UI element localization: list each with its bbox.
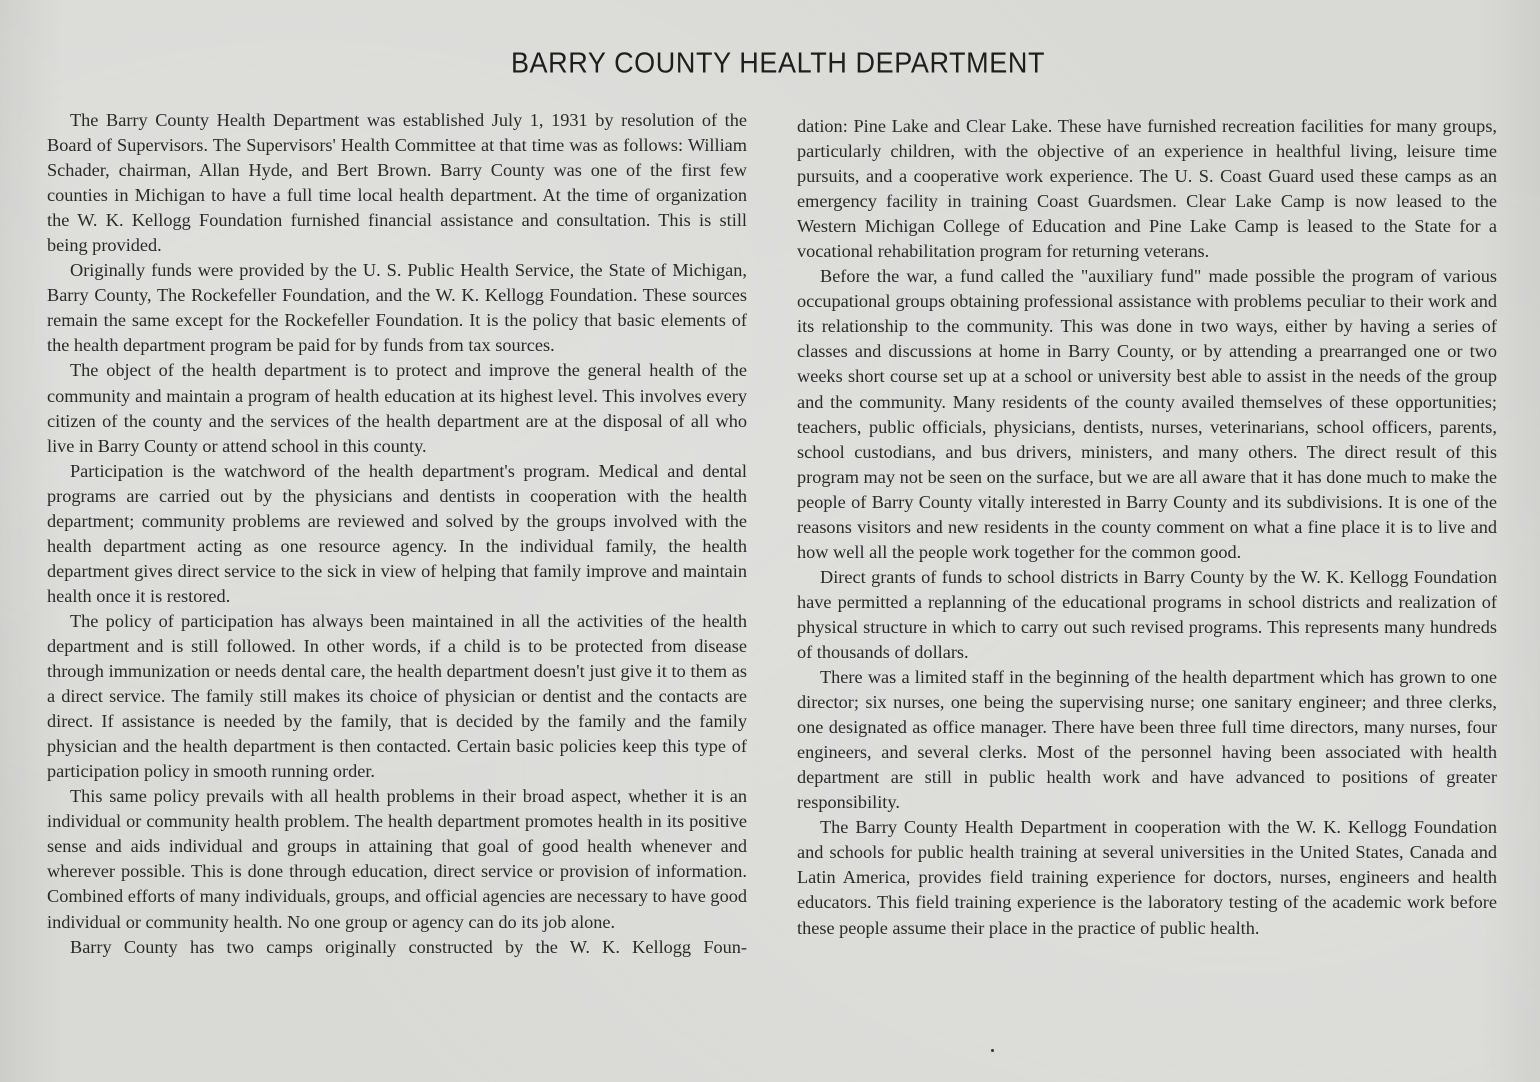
paragraph-camps-start: Barry County has two camps originally constructed by the W. K. Kellogg Foun- — [70, 936, 747, 957]
paragraph-field-training: The Barry County Health Department in cooperation with the W. K. Kellogg Foundation and schools for public health training at several universities in the United States, Canada and Latin America, provides field training experience for doctors, nurses, engineers and health educators. This field training experience is the laboratory testing of the academic work before these people assume their place in the practice of public health. — [797, 817, 1497, 938]
right-column — [797, 114, 1497, 941]
print-speck — [991, 1049, 994, 1052]
page-title: BARRY COUNTY HEALTH DEPARTMENT — [510, 47, 1046, 79]
paragraph-camps-continued: dation: Pine Lake and Clear Lake. These have furnished recreation facilities for many groups, particularly children, with the objective of an experience in healthful living, leisure time pursuits, and a cooperative work experience. The U. S. Coast Guard used these camps as an emergency facility in training Coast Guardsmen. Clear Lake Camp is now leased to the Western Michigan College of Education and Pine Lake Camp is leased to the State for a vocational rehabilitation program for returning veterans. — [797, 116, 1497, 262]
paragraph-establishment: The Barry County Health Department was established July 1, 1931 by resolution of the Board of Supervisors. The Supervisors' Health Committee at that time was as follows: William Schader, chairman, Allan Hyde, and Bert Brown. Barry County was one of the first few counties in Michigan to have a full time local health department. At the time of organization the W. K. Kellogg Foundation furnished financial assistance and consultation. This is still being provided. — [47, 110, 747, 256]
paragraph-staff: There was a limited staff in the beginning of the health department which has grown to one director; six nurses, one being the supervising nurse; one sanitary engineer; and three clerks, one designated as office manager. There have been three full time directors, many nurses, four engineers, and several clerks. Most of the personnel having been associated with health department are still in public health work and have advanced to positions of greater responsibility. — [797, 667, 1497, 813]
paragraph-funding: Originally funds were provided by the U. S. Public Health Service, the State of Michigan, Barry County, The Rockefeller Foundation, and the W. K. Kellogg Foundation. These sources remain the same except for the Rockefeller Foundation. It is the policy that basic elements of the health department program be paid for by funds from tax sources. — [47, 260, 747, 356]
left-column — [47, 108, 747, 960]
paragraph-participation: Participation is the watchword of the health department's program. Medical and dental programs are carried out by the physicians and dentists in cooperation with the health department; community problems are reviewed and solved by the groups involved with the health department acting as one resource agency. In the individual family, the health department gives direct service to the sick in view of helping that family improve and maintain health once it is restored. — [47, 460, 747, 606]
paragraph-broad-aspect: This same policy prevails with all health problems in their broad aspect, whether it is an individual or community health problem. The health department promotes health in its positive sense and aids individual and groups in attaining that goal of good health whenever and wherever possible. This is done through education, direct service or provision of information. Combined efforts of many individuals, groups, and official agencies are necessary to have good individual or community health. No one group or agency can do its job alone. — [47, 786, 747, 932]
paragraph-auxiliary-fund: Before the war, a fund called the "auxiliary fund" made possible the program of various occupational groups obtaining professional assistance with problems peculiar to their work and its relationship to the community. This was done in two ways, either by having a series of classes and discussions at home in Barry County, or by attending a prearranged one or two weeks short course set up at a school or university best able to assist in the needs of the group and the community. Many residents of the county availed themselves of these opportunities; teachers, public officials, physicians, dentists, nurses, veterinarians, school officers, parents, school custodians, and bus drivers, ministers, and many others. The direct result of this program may not be seen on the surface, but we are all aware that it has done much to make the people of Barry County vitally interested in Barry County and its subdivisions. It is one of the reasons visitors and new residents in the county comment on what a fine place it is to live and how well all the people work together for the common good. — [797, 266, 1497, 562]
paragraph-school-grants: Direct grants of funds to school districts in Barry County by the W. K. Kellogg Foundation have permitted a replanning of the educational programs in school districts and realization of physical structure in which to carry out such revised programs. This represents many hundreds of thousands of dollars. — [797, 566, 1497, 662]
paragraph-policy: The policy of participation has always been maintained in all the activities of the health department and is still followed. In other words, if a child is to be protected from disease through immunization or needs dental care, the health department doesn't just give it to them as a direct service. The family still makes its choice of physician or dentist and the contacts are direct. If assistance is needed by the family, that is decided by the family and the family physician and the health department is then contacted. Certain basic policies keep this type of participation policy in smooth running order. — [47, 610, 747, 782]
paragraph-object: The object of the health department is to protect and improve the general health of the community and maintain a program of health education at its highest level. This involves every citizen of the county and the services of the health department are at the disposal of all who live in Barry County or attend school in this county. — [47, 360, 747, 456]
